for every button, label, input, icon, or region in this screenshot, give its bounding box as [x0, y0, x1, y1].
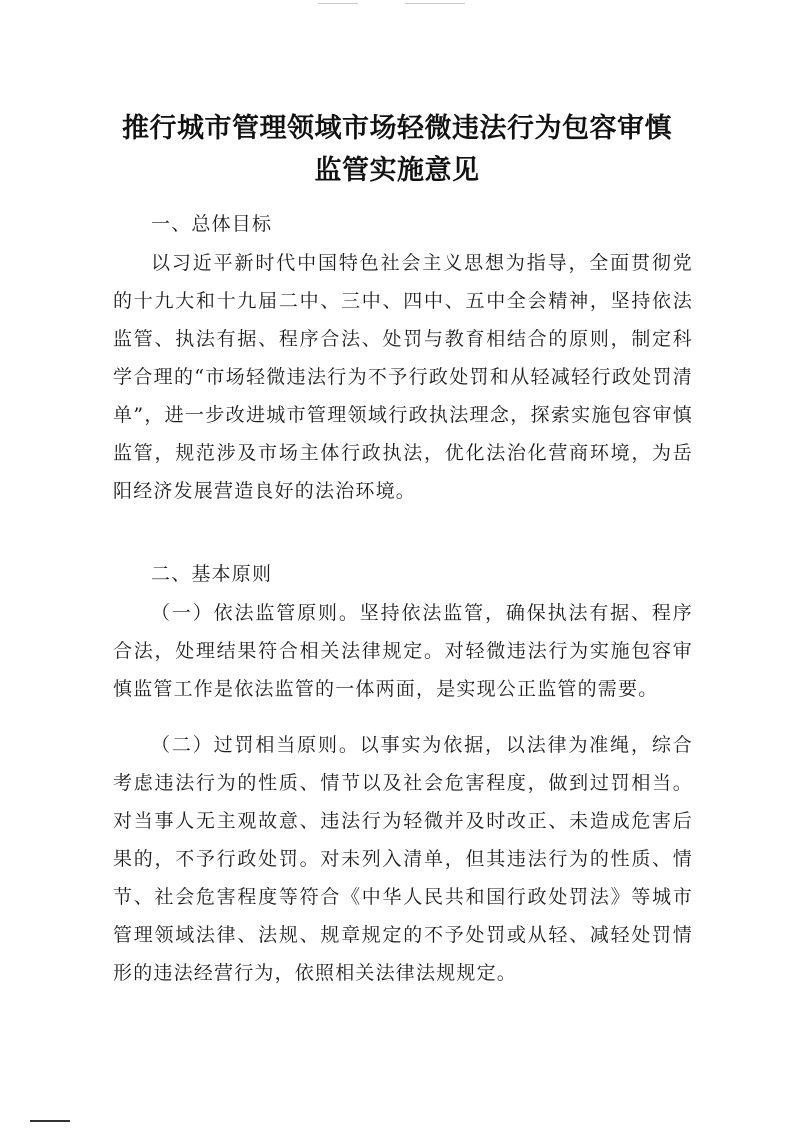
principle-paragraph-proportional-penalty: （二）过罚相当原则。以事实为依据，以法律为准绳，综合考虑违法行为的性质、情节以及社会危害程度，做到过罚相当。对当事人无主观故意、违法行为轻微并及时改正、未造成危害后果的，不予行政处罚。对未列入清单，但其违法行为的性质、情节、社会危害程度等符合《中华人民共和国行政处罚法》等城市管理领域法律、法规、规章规定的不予处罚或从轻、减轻处罚情形的违法经营行为，依照相关法律法规规定。	[113, 734, 693, 984]
document-title-line-1: 推行城市管理领域市场轻微违法行为包容审慎	[122, 113, 672, 144]
section-heading-overall-goal: 一、总体目标	[151, 213, 273, 235]
scan-edge-line	[30, 1120, 70, 1122]
section-paragraph-overall-goal: 以习近平新时代中国特色社会主义思想为指导，全面贯彻党的十九大和十九届二中、三中、四中、五中全会精神，坚持依法监管、执法有据、程序合法、处罚与教育相结合的原则，制定科学合理的“市场轻微违法行为不予行政处罚和从轻减轻行政处罚清单”，进一步改进城市管理领域行政执法理念，探索实施包容审慎监管，规范涉及市场主体行政执法，优化法治化营商环境，为岳阳经济发展营造良好的法治环境。	[113, 252, 693, 502]
section-heading-basic-principles: 二、基本原则	[151, 563, 273, 585]
scan-artifact-mark	[405, 3, 465, 4]
document-title-line-2: 监管实施意见	[314, 155, 480, 186]
scan-artifact-mark	[318, 3, 358, 4]
principle-paragraph-lawful-supervision: （一）依法监管原则。坚持依法监管，确保执法有据、程序合法，处理结果符合相关法律规定。对轻微违法行为实施包容审慎监管工作是依法监管的一体两面，是实现公正监管的需要。	[113, 602, 693, 700]
